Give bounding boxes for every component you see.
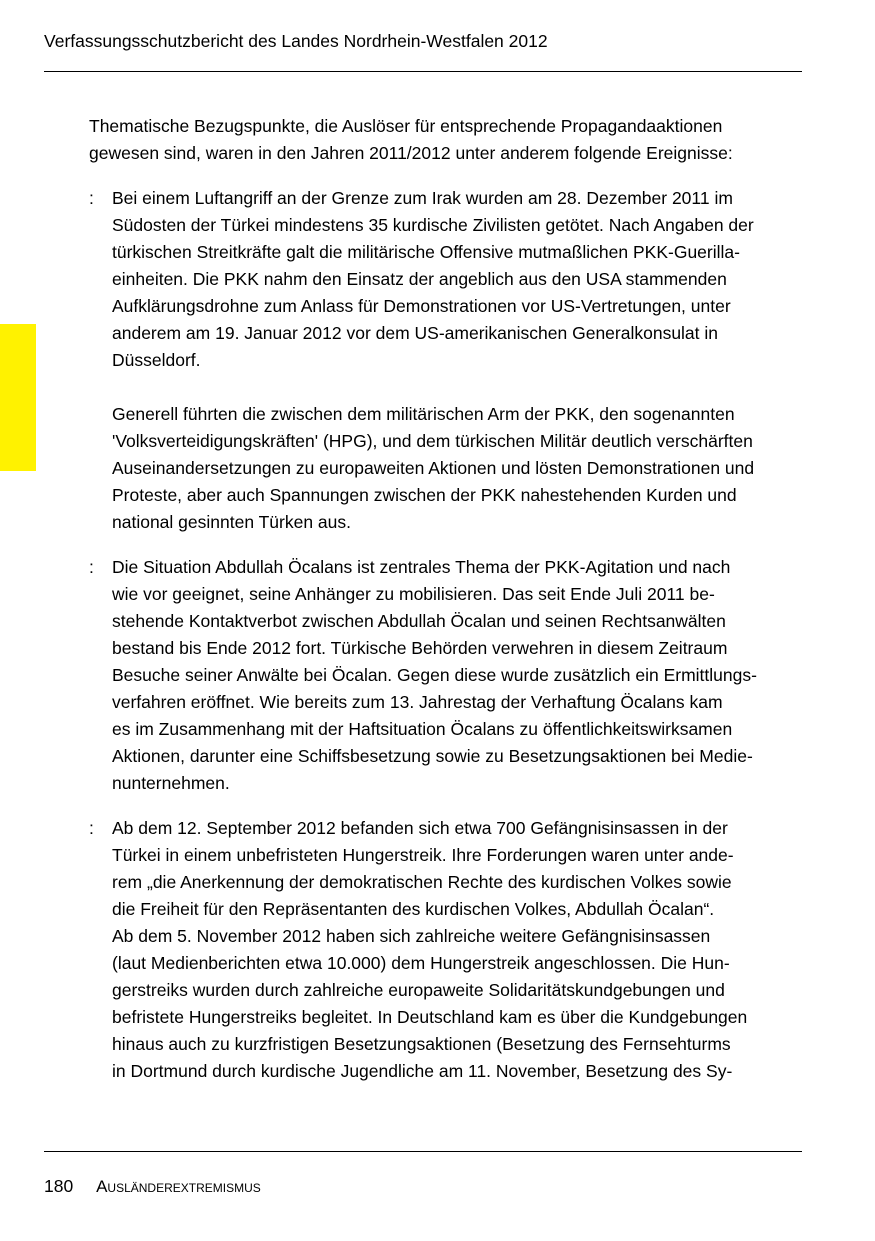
text-line: Proteste, aber auch Spannungen zwischen der PKK nahestehenden Kurden und (112, 485, 737, 505)
text-line: Bei einem Luftangriff an der Grenze zum Irak wurden am 28. Dezember 2011 im (112, 188, 733, 208)
text-line: befristete Hungerstreiks begleitet. In Deutschland kam es über die Kundgebungen (112, 1007, 748, 1027)
text-line: Thematische Bezugspunkte, die Auslöser für entsprechende Propagandaaktionen (89, 116, 723, 136)
running-header-title: Verfassungsschutzbericht des Landes Nordrhein-Westfalen 2012 (44, 31, 548, 51)
body-text (89, 113, 804, 1103)
text-line: hinaus auch zu kurzfristigen Besetzungsaktionen (Besetzung des Fernsehturms (112, 1034, 731, 1054)
text-line: einheiten. Die PKK nahm den Einsatz der angeblich aus den USA stammenden (112, 269, 727, 289)
text-line: verfahren eröffnet. Wie bereits zum 13. Jahrestag der Verhaftung Öcalans kam (112, 692, 723, 712)
text-line: wie vor geeignet, seine Anhänger zu mobilisieren. Das seit Ende Juli 2011 be- (112, 584, 715, 604)
bullet-marker: : (89, 818, 94, 838)
text-line: Türkei in einem unbefristeten Hungerstreik. Ihre Forderungen waren unter ande- (112, 845, 734, 865)
text-line: Die Situation Abdullah Öcalans ist zentrales Thema der PKK-Agitation und nach (112, 557, 731, 577)
chapter-tab-marker (0, 324, 36, 471)
text-line: rem „die Anerkennung der demokratischen Rechte des kurdischen Volkes sowie (112, 872, 732, 892)
bullet-paragraph (112, 554, 804, 797)
text-line: türkischen Streitkräfte galt die militärische Offensive mutmaßlichen PKK-Guerilla- (112, 242, 740, 262)
bullet-marker: : (89, 557, 94, 577)
text-line: Generell führten die zwischen dem militärischen Arm der PKK, den sogenannten (112, 404, 735, 424)
text-line: Ab dem 12. September 2012 befanden sich etwa 700 Gefängnisinsassen in der (112, 818, 728, 838)
text-line: Südosten der Türkei mindestens 35 kurdische Zivilisten getötet. Nach Angaben der (112, 215, 754, 235)
text-line: in Dortmund durch kurdische Jugendliche am 11. November, Besetzung des Sy- (112, 1061, 733, 1081)
bullet-paragraph (112, 815, 804, 1085)
header-rule (44, 71, 802, 72)
text-line: bestand bis Ende 2012 fort. Türkische Behörden verwehren in diesem Zeitraum (112, 638, 728, 658)
text-line: Besuche seiner Anwälte bei Öcalan. Gegen diese wurde zusätzlich ein Ermittlungs- (112, 665, 757, 685)
text-line: (laut Medienberichten etwa 10.000) dem Hungerstreik angeschlossen. Die Hun- (112, 953, 730, 973)
footer-rule (44, 1151, 802, 1152)
section-name: Ausländerextremismus (96, 1177, 261, 1196)
bullet-marker: : (89, 188, 94, 208)
bullet-item-ocalan-situation (89, 554, 804, 797)
text-line: Düsseldorf. (112, 350, 201, 370)
bullet-paragraph (112, 185, 804, 374)
text-line: national gesinnten Türken aus. (112, 512, 352, 532)
page-footer (44, 1175, 261, 1198)
bullet-item-hunger-strike (89, 815, 804, 1085)
text-line: gewesen sind, waren in den Jahren 2011/2012 unter anderem folgende Ereignisse: (89, 143, 733, 163)
text-line: Aktionen, darunter eine Schiffsbesetzung sowie zu Besetzungsaktionen bei Medie- (112, 746, 753, 766)
text-line: 'Volksverteidigungskräften' (HPG), und dem türkischen Militär deutlich verschärften (112, 431, 753, 451)
text-line: nunternehmen. (112, 773, 230, 793)
text-line: anderem am 19. Januar 2012 vor dem US-amerikanischen Generalkonsulat in (112, 323, 719, 343)
text-line: Aufklärungsdrohne zum Anlass für Demonstrationen vor US-Vertretungen, unter (112, 296, 731, 316)
text-line: gerstreiks wurden durch zahlreiche europaweite Solidaritätskundgebungen und (112, 980, 725, 1000)
bullet-paragraph (112, 401, 804, 536)
text-line: Ab dem 5. November 2012 haben sich zahlreiche weitere Gefängnisinsassen (112, 926, 711, 946)
intro-paragraph (89, 113, 804, 167)
text-line: Auseinandersetzungen zu europaweiten Aktionen und lösten Demonstrationen und (112, 458, 755, 478)
bullet-item-airstrike (89, 185, 804, 536)
page-number: 180 (44, 1176, 74, 1196)
text-line: die Freiheit für den Repräsentanten des kurdischen Volkes, Abdullah Öcalan“. (112, 899, 715, 919)
text-line: stehende Kontaktverbot zwischen Abdullah Öcalan und seinen Rechtsanwälten (112, 611, 726, 631)
text-line: es im Zusammenhang mit der Haftsituation Öcalans zu öffentlichkeitswirksamen (112, 719, 733, 739)
